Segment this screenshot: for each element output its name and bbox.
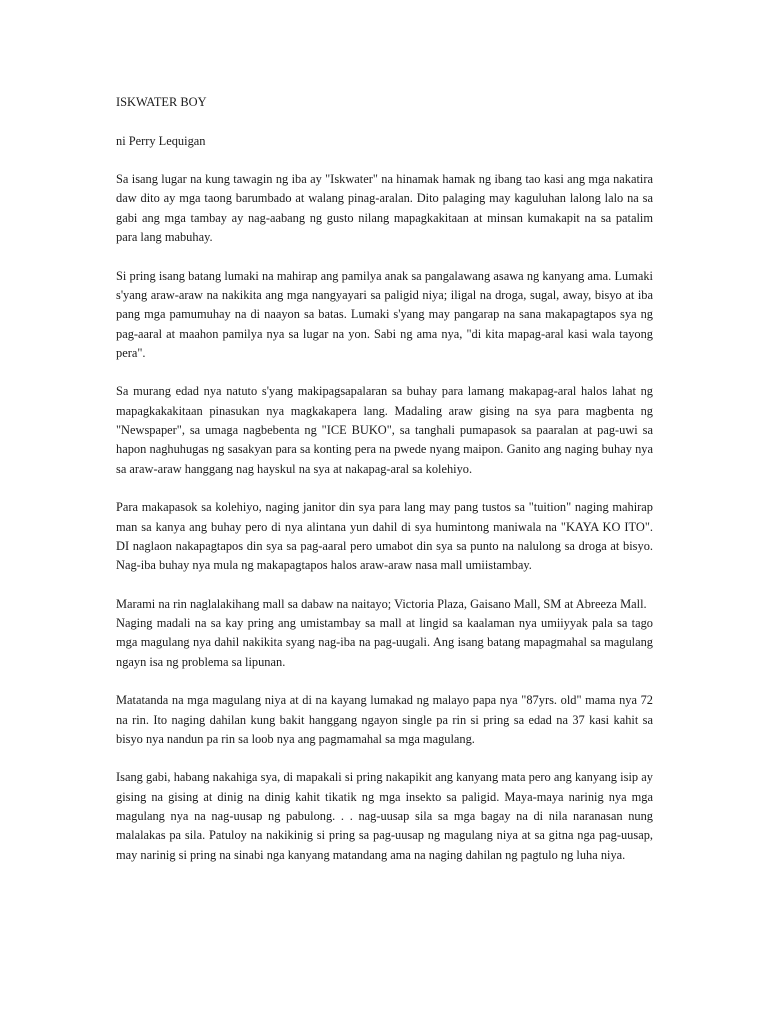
- paragraph-7: Matatanda na mga magulang niya at di na kayang lumakad ng malayo papa nya "87yrs. old" mama nya 72 na rin. Ito naging dahilan kung bakit hanggang ngayon single pa rin si pring sa edad na 37 kasi kahit sa bisyo nya nandun pa rin sa loob nya ang pagmamahal sa mga magulang.: [116, 693, 653, 746]
- document-page: [116, 93, 653, 884]
- paragraph-6: Naging madali na sa kay pring ang umistambay sa mall at lingid sa kaalaman nya umiiyyak pala sa tago mga magulang nya dahil nakikita syang nag-iba na pag-uugali. Ang isang batang mapagmahal sa magulang ngayn isa ng problema sa lipunan.: [116, 616, 653, 669]
- paragraph-3: Sa murang edad nya natuto s'yang makipagsapalaran sa buhay para lamang makapag-aral halos lahat ng mapagkakakitaan pinasukan nya magkakapera lang. Madaling araw gising na sya para magbenta ng "Newspaper", sa umaga nagbebenta ng "ICE BUKO", sa tanghali pumapasok sa paaralan at pag-uwi sa hapon naghuhugas ng sasakyan para sa konting pera na pwede nyang maipon. Ganito ang naging buhay nya sa araw-araw hanggang nag hayskul na sya at nakapag-aral sa kolehiyo.: [116, 384, 653, 476]
- paragraph-5: Marami na rin naglalakihang mall sa dabaw na naitayo; Victoria Plaza, Gaisano Mall, SM at Abreeza Mall.: [116, 596, 647, 611]
- paragraph-8: Isang gabi, habang nakahiga sya, di mapakali si pring nakapikit ang kanyang mata pero ang kanyang isip ay gising na gising at dinig na dinig kahit tikatik ng mga insekto sa paligid. Maya-maya narinig nya mga magulang nya na nag-uusap ng pabulong. . . nag-uusap sila sa mga bagay na di nila naranasan nung malalakas pa sila. Patuloy na nakikinig si pring sa pag-uusap ng magulang niya at sa gitna nga pag-uusap, may narinig si pring na sinabi nga kanyang matandang ama na naging dahilan ng pagtulo ng luha niya.: [116, 770, 653, 862]
- paragraph-2: Si pring isang batang lumaki na mahirap ang pamilya anak sa pangalawang asawa ng kanyang ama. Lumaki s'yang araw-araw na nakikita ang mga nangyayari sa paligid niya; iligal na droga, sugal, away, bisyo at iba pang mga pamumuhay na di naayon sa batas. Lumaki s'yang may pangarap na sana makapagtapos sya ng pag-aaral at maahon pamilya nya sa lugar na yon. Sabi ng ama nya, "di kita mapag-aral kasi wala tayong pera".: [116, 268, 653, 360]
- paragraph-4: Para makapasok sa kolehiyo, naging janitor din sya para lang may pang tustos sa "tuition" naging mahirap man sa kanya ang buhay pero di nya alintana yun dahil di sya humintong maniwala na "KAYA KO ITO". DI naglaon nakapagtapos din sya sa pag-aaral pero umabot din sya sa punto na nalulong sa droga at bisyo. Nag-iba buhay nya mula ng makapagtapos halos araw-araw nasa mall umiistambay.: [116, 500, 653, 573]
- document-title: ISKWATER BOY: [116, 95, 207, 109]
- paragraph-1: Sa isang lugar na kung tawagin ng iba ay "Iskwater" na hinamak hamak ng ibang tao kasi ang mga nakatira daw dito ay mga taong barumbado at walang pinag-aralan. Dito palaging may kaguluhan lalong lalo na sa gabi ang mga tambay ay nag-aabang ng gusto nilang mapagkakitaan at minsan kumakapit na sa patalim para lang mabuhay.: [116, 172, 653, 245]
- document-author: ni Perry Lequigan: [116, 133, 206, 148]
